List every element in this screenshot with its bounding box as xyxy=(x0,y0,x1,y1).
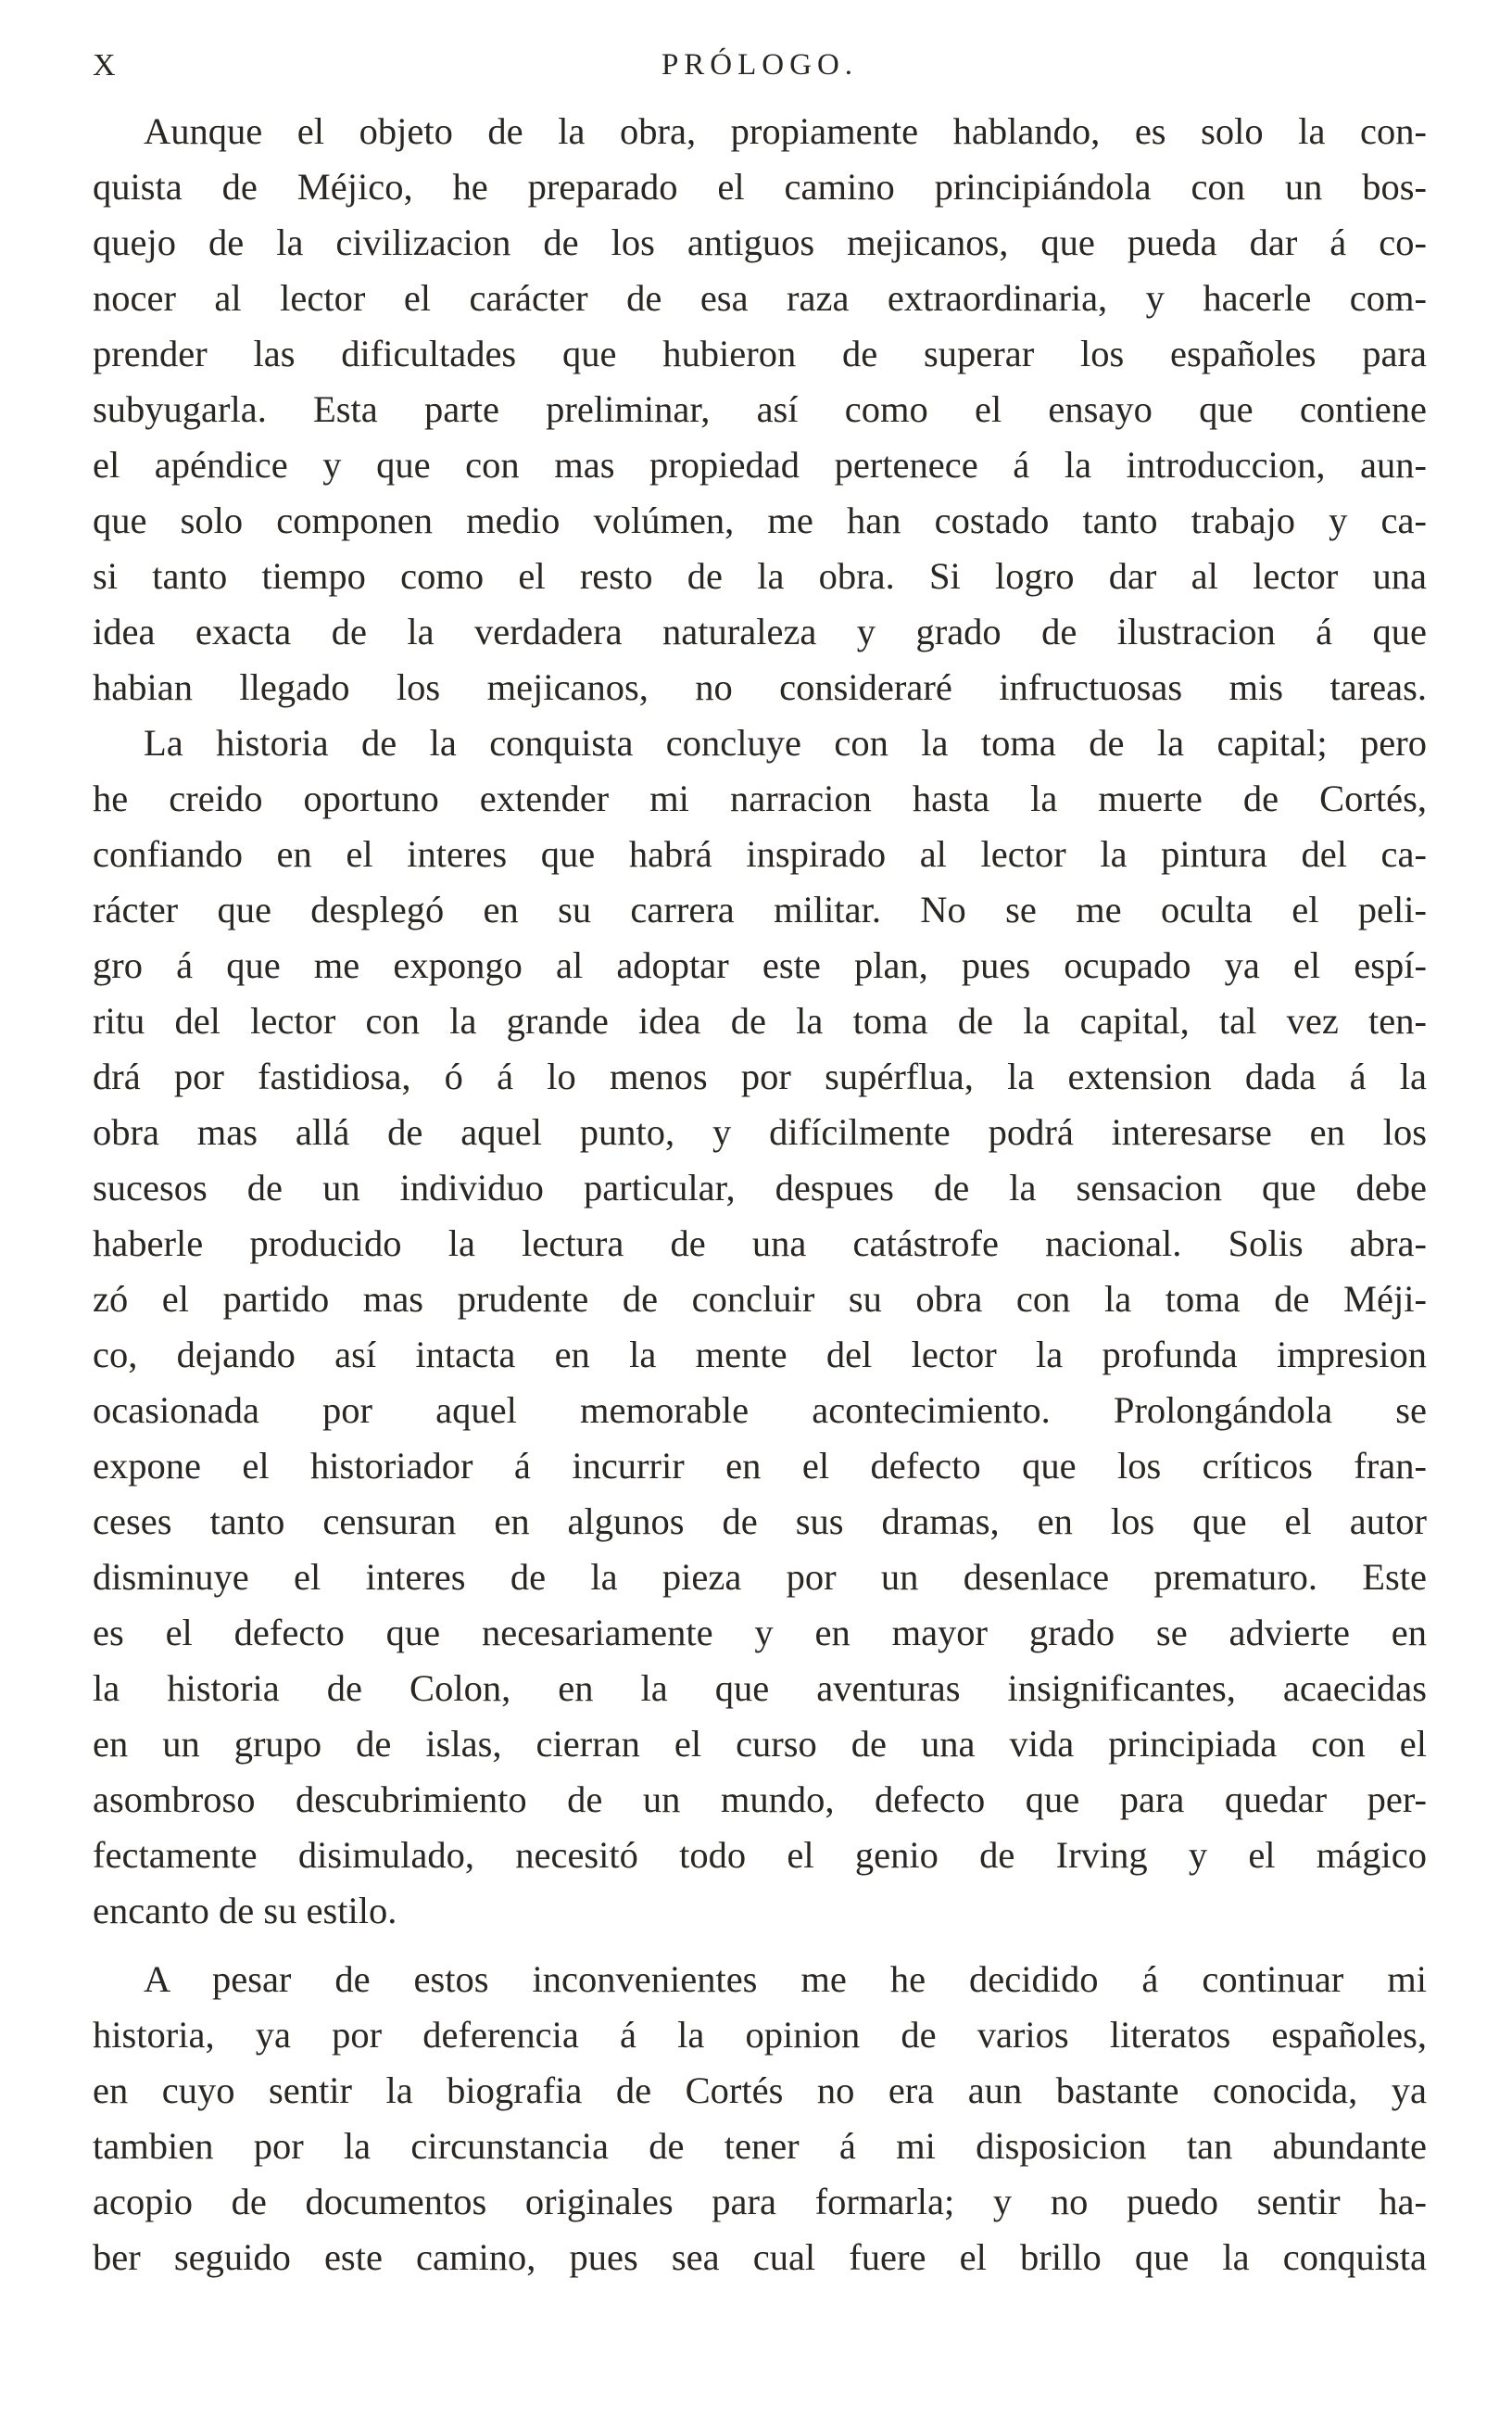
text-line: quista de Méjico, he preparado el camino principiándola con un bos- xyxy=(93,166,1427,208)
text-line: sucesos de un individuo particular, despues de la sensacion que debe xyxy=(93,1167,1427,1208)
text-line: Aunque el objeto de la obra, propiamente hablando, es solo la con- xyxy=(144,110,1427,152)
text-line: he creido oportuno extender mi narracion hasta la muerte de Cortés, xyxy=(93,778,1427,819)
text-line: La historia de la conquista concluye con la toma de la capital; pero xyxy=(144,722,1427,764)
text-line: drá por fastidiosa, ó á lo menos por supérflua, la extension dada á la xyxy=(93,1056,1427,1097)
text-line: asombroso descubrimiento de un mundo, defecto que para quedar per- xyxy=(93,1778,1427,1820)
text-line: disminuye el interes de la pieza por un desenlace prematuro. Este xyxy=(93,1556,1427,1598)
text-line: ocasionada por aquel memorable acontecimiento. Prolongándola se xyxy=(93,1389,1427,1431)
text-line: subyugarla. Esta parte preliminar, así como el ensayo que contiene xyxy=(93,388,1427,430)
section-title: PRÓLOGO. xyxy=(661,48,859,82)
text-line: rácter que desplegó en su carrera militar. No se me oculta el peli- xyxy=(93,889,1427,930)
text-line: historia, ya por deferencia á la opinion de varios literatos españoles, xyxy=(93,2014,1427,2056)
text-line: en un grupo de islas, cierran el curso de una vida principiada con el xyxy=(93,1723,1427,1765)
paragraph-gap xyxy=(93,1939,1427,1952)
text-line: es el defecto que necesariamente y en mayor grado se advierte en xyxy=(93,1612,1427,1653)
text-line: haberle producido la lectura de una catástrofe nacional. Solis abra- xyxy=(93,1222,1427,1264)
text-line: confiando en el interes que habrá inspirado al lector la pintura del ca- xyxy=(93,833,1427,875)
text-line: que solo componen medio volúmen, me han costado tanto trabajo y ca- xyxy=(93,500,1427,541)
page-number: X xyxy=(93,48,118,82)
text-line: tambien por la circunstancia de tener á mi disposicion tan abundante xyxy=(93,2125,1427,2167)
text-line: habian llegado los mejicanos, no consideraré infructuosas mis tareas. xyxy=(93,666,1427,708)
paragraph-3 xyxy=(93,1952,1427,2285)
text-line: zó el partido mas prudente de concluir su obra con la toma de Méji- xyxy=(93,1278,1427,1320)
text-line: el apéndice y que con mas propiedad pertenece á la introduccion, aun- xyxy=(93,444,1427,486)
text-line: expone el historiador á incurrir en el defecto que los críticos fran- xyxy=(93,1445,1427,1487)
text-line: ber seguido este camino, pues sea cual fuere el brillo que la conquista xyxy=(93,2236,1427,2278)
text-line: acopio de documentos originales para formarla; y no puedo sentir ha- xyxy=(93,2181,1427,2222)
paragraph-2 xyxy=(93,715,1427,1939)
text-line: obra mas allá de aquel punto, y difícilmente podrá interesarse en los xyxy=(93,1111,1427,1153)
running-head xyxy=(93,48,1427,95)
text-line: fectamente disimulado, necesitó todo el genio de Irving y el mágico xyxy=(93,1834,1427,1876)
text-line: si tanto tiempo como el resto de la obra. Si logro dar al lector una xyxy=(93,555,1427,597)
text-line: ceses tanto censuran en algunos de sus dramas, en los que el autor xyxy=(93,1500,1427,1542)
text-line: en cuyo sentir la biografia de Cortés no era aun bastante conocida, ya xyxy=(93,2069,1427,2111)
text-line: encanto de su estilo. xyxy=(93,1890,397,1931)
text-line: co, dejando así intacta en la mente del lector la profunda impresion xyxy=(93,1334,1427,1375)
text-line: prender las dificultades que hubieron de superar los españoles para xyxy=(93,333,1427,374)
text-line: A pesar de estos inconvenientes me he decidido á continuar mi xyxy=(144,1958,1427,2000)
text-line: gro á que me expongo al adoptar este plan, pues ocupado ya el espí- xyxy=(93,944,1427,986)
text-line: idea exacta de la verdadera naturaleza y grado de ilustracion á que xyxy=(93,611,1427,652)
text-line: nocer al lector el carácter de esa raza extraordinaria, y hacerle com- xyxy=(93,277,1427,319)
text-line: quejo de la civilizacion de los antiguos mejicanos, que pueda dar á co- xyxy=(93,221,1427,263)
text-body xyxy=(93,104,1427,2285)
text-line: ritu del lector con la grande idea de la toma de la capital, tal vez ten- xyxy=(93,1000,1427,1042)
paragraph-1 xyxy=(93,104,1427,715)
text-line: la historia de Colon, en la que aventuras insignificantes, acaecidas xyxy=(93,1667,1427,1709)
